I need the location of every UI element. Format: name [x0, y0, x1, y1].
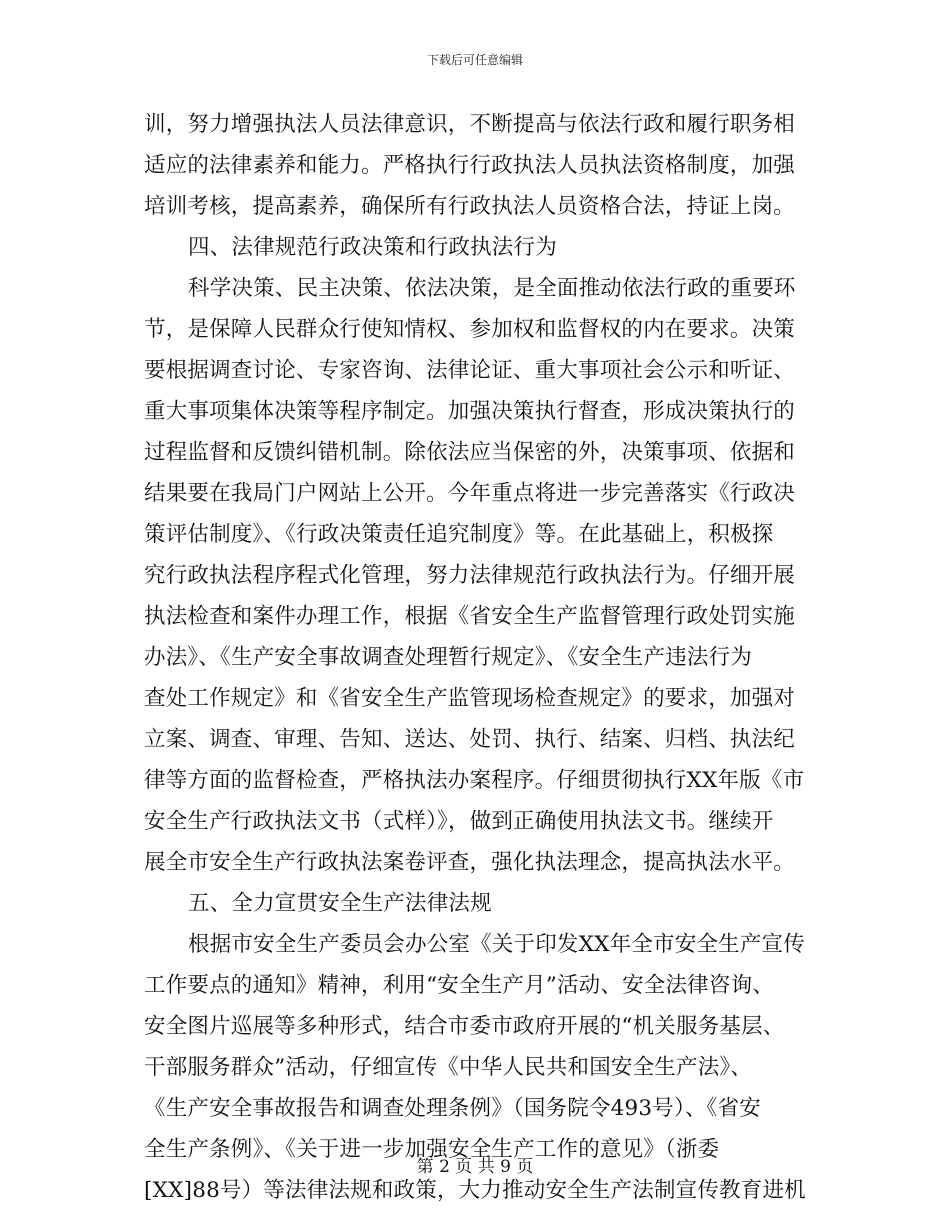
text-line: 结果要在我局门户网站上公开。今年重点将进一步完善落实《行政决	[144, 481, 796, 506]
text-line: 干部服务群众”活动，仔细宣传《中华人民共和国安全生产法》、	[144, 1055, 753, 1080]
text-line: 训，努力增强执法人员法律意识，不断提高与依法行政和履行职务相	[144, 112, 796, 137]
text-line: 执法检查和案件办理工作，根据《省安全生产监督管理行政处罚实施	[144, 604, 796, 629]
page-number-footer: 第 2 页 共 9 页	[416, 1157, 534, 1177]
text-line: 工作要点的通知》精神，利用“安全生产月”活动、安全法律咨询、	[144, 973, 774, 998]
text-line: 《生产安全事故报告和调查处理条例》（国务院令493号）、《省安	[144, 1096, 761, 1121]
text-line: 重大事项集体决策等程序制定。加强决策执行督查，形成决策执行的	[144, 399, 796, 424]
section-heading: 五、全力宣贯安全生产法律法规	[188, 891, 492, 916]
text-line: 立案、调查、审理、告知、送达、处罚、执行、结案、归档、执法纪	[144, 727, 796, 752]
text-line: 要根据调查讨论、专家咨询、法律论证、重大事项社会公示和听证、	[144, 358, 796, 383]
text-line: [XX]88号）等法律法规和政策，大力推动安全生产法制宣传教育进机	[144, 1178, 806, 1203]
text-line: 查处工作规定》和《省安全生产监管现场检查规定》的要求，加强对	[144, 686, 796, 711]
paragraph-start-line: 科学决策、民主决策、依法决策，是全面推动依法行政的重要环	[188, 276, 796, 301]
text-line: 究行政执法程序程式化管理，努力法律规范行政执法行为。仔细开展	[144, 563, 796, 588]
text-line: 办法》、《生产安全事故调查处理暂行规定》、《安全生产违法行为	[144, 645, 753, 670]
text-line: 安全图片巡展等多种形式，结合市委市政府开展的“机关服务基层、	[144, 1014, 785, 1039]
page-header: 下载后可任意编辑	[426, 53, 523, 67]
text-line: 适应的法律素养和能力。严格执行行政执法人员执法资格制度，加强	[144, 153, 796, 178]
text-line: 律等方面的监督检查，严格执法办案程序。仔细贯彻执行XX年版《市	[144, 768, 805, 793]
text-line: 过程监督和反馈纠错机制。除依法应当保密的外，决策事项、依据和	[144, 440, 796, 465]
document-body	[144, 104, 806, 1211]
text-line: 全生产条例》、《关于进一步加强安全生产工作的意见》（浙委	[144, 1137, 720, 1162]
text-line: 安全生产行政执法文书（式样）》，做到正确使用执法文书。继续开	[144, 809, 774, 834]
paragraph-start-line: 根据市安全生产委员会办公室《关于印发XX年全市安全生产宣传	[188, 932, 805, 957]
section-heading: 四、法律规范行政决策和行政执法行为	[188, 235, 557, 260]
text-line: 培训考核，提高素养，确保所有行政执法人员资格合法，持证上岗。	[144, 194, 796, 219]
text-line: 展全市安全生产行政执法案卷评查，强化执法理念，提高执法水平。	[144, 850, 796, 875]
text-line: 策评估制度》、《行政决策责任追究制度》等。在此基础上，积极探	[144, 522, 774, 547]
text-line: 节，是保障人民群众行使知情权、参加权和监督权的内在要求。决策	[144, 317, 796, 342]
